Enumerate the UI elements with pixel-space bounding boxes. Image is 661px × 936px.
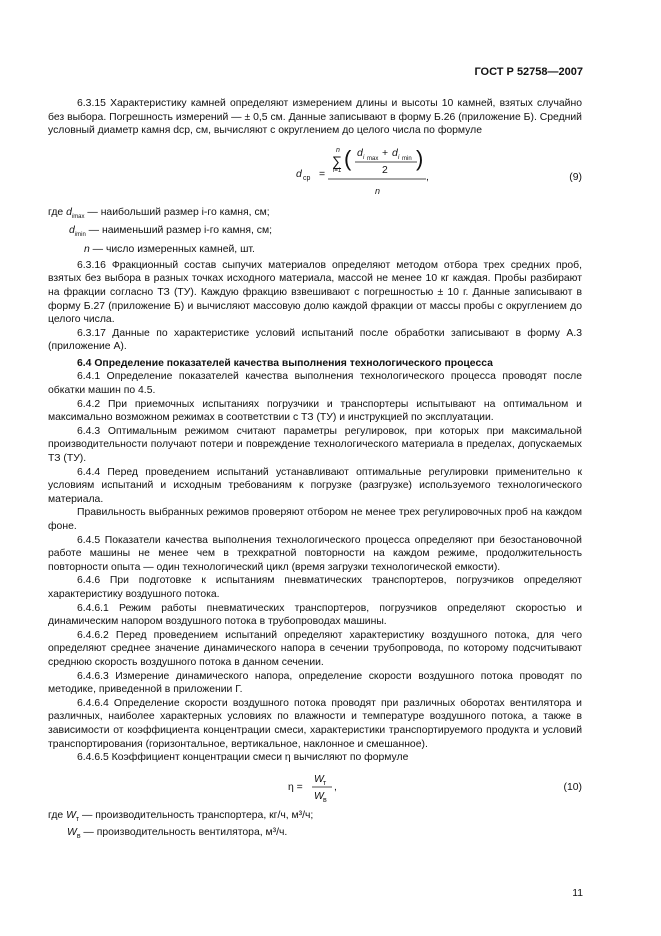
- paragraph-6-4-6-5: 6.4.6.5 Коэффициент концентрации смеси η вычисляют по формуле: [77, 752, 409, 764]
- definition-wt: [48, 809, 582, 827]
- paragraph-6-4-2: 6.4.2 При приемочных испытаниях погрузчики и транспортеры испытывают на оптимальном и максимально возможном режимах в соответствии с ТЗ (ТУ) и инструкцией по эксплуатации.: [48, 398, 582, 424]
- paragraph-6-4-6-2: 6.4.6.2 Перед проведением испытаний определяют характеристику воздушного потока, для чего определяют среднее значение динамического напора в сечении трубопровода, по которому подсчитывают среднюю скорость воздушного потока в данном сечении.: [48, 629, 582, 668]
- definition-prefix: где: [48, 809, 67, 821]
- f9-eq: =: [319, 168, 326, 180]
- paragraph-6-4-5: 6.4.5 Показатели качества выполнения технологического процесса определяют при безостановочной работе машины не менее чем в трехкратной повторности на каждом режиме, продолжительность повторности опыта — один технологический цикл (время загрузки технологической емкости).: [48, 534, 582, 573]
- definition-symbol: W: [67, 827, 77, 839]
- f9-dmin-subsub: min: [402, 155, 412, 162]
- definition-text: — производительность вентилятора, м³/ч.: [80, 827, 288, 839]
- definition-prefix: где: [48, 206, 67, 218]
- f9-dmax: d: [357, 147, 363, 159]
- formula-10: [48, 769, 582, 805]
- f9-sum-bottom: i=1: [333, 167, 342, 174]
- f9-two: 2: [382, 164, 388, 176]
- f9-sum-sign: ∑: [332, 152, 342, 169]
- paragraph-6-4-6-3: 6.4.6.3 Измерение динамического напора, определение скорости воздушного потока проводят по методике, приведенной в приложении Г.: [48, 670, 582, 696]
- f9-dmax-sub: i: [363, 154, 365, 161]
- f9-dmax-subsub: max: [367, 155, 379, 162]
- f10-den: W: [314, 790, 324, 802]
- definition-text: — наибольший размер i-го камня, см;: [84, 206, 270, 218]
- paragraph-6-4-6-1: 6.4.6.1 Режим работы пневматических транспортеров, погрузчиков определяют скоростью и динамическим напором воздушного потока в трубопроводах машины.: [48, 602, 582, 628]
- standard-code: ГОСТ Р 52758—2007: [474, 66, 583, 78]
- formula-10-svg: [48, 769, 582, 805]
- definition-dmin: [48, 224, 582, 243]
- f9-lhs-sub: ср: [303, 174, 311, 182]
- f9-plus: +: [382, 147, 389, 159]
- f10-lhs: η =: [288, 781, 303, 793]
- formula-9-definitions: [48, 206, 582, 257]
- definition-n: [48, 243, 582, 257]
- paragraph-6-4-4: 6.4.4 Перед проведением испытаний устанавливают оптимальные регулировки применительно к условиям испытаний и исходным требованиям к погрузке (разгрузке) используемого технологического материала.: [48, 466, 582, 505]
- definition-text: — наименьший размер i-го камня, см;: [85, 225, 273, 237]
- definition-text: — производительность транспортера, кг/ч, м³/ч;: [79, 809, 314, 821]
- formula-10-definitions: [48, 809, 582, 844]
- definition-wv: [48, 826, 582, 844]
- paragraph-6-3-15: 6.3.15 Характеристику камней определяют измерением длины и высоты 10 камней, взятых случайно без выбора. Погрешность измерений — ± 0,5 см. Данные записывают в форму Б.26 (приложение Б). Средний условный диаметр камня dср, см, вычисляют с округлением до целого числа по формуле: [48, 98, 582, 137]
- section-heading-6-4: 6.4 Определение показателей качества выполнения технологического процесса: [77, 357, 493, 369]
- paragraph-6-3-16: 6.3.16 Фракционный состав сыпучих материалов определяют методом отбора трех средних проб, взятых без выбора в разных точках исходного материала, массой не менее 10 кг каждая. Пробы разбирают на фракции согласно ТЗ (ТУ). Каждую фракцию взвешивают с погрешностью ± 10 г. Данные записывают в форму Б.27 (приложение Б) и вычисляют массовую долю каждой фракции от массы пробы с округлением до целого числа.: [48, 259, 582, 326]
- f9-paren-right: ): [416, 145, 424, 171]
- f10-comma: ,: [334, 781, 337, 793]
- f9-sum-top: n: [336, 146, 340, 154]
- f9-denominator: n: [375, 185, 381, 196]
- paragraph-6-4-6-4: 6.4.6.4 Определение скорости воздушного потока проводят при различных оборотах вентилятора и различных, наиболее характерных условиях по влажности и температуре воздушного потока, а также в зависимости от коэффициента концентрации смеси, характеристики транспортируемого продукта и условий транспортирования (горизонтальное, вертикальное, наклонное и смешанное).: [48, 697, 582, 750]
- definition-dmax: [48, 206, 582, 225]
- f10-number: (10): [563, 781, 582, 793]
- paragraph-6-3-17: 6.3.17 Данные по характеристике условий испытаний после обработки записывают в форму А.3 (приложение А).: [48, 327, 582, 353]
- definition-symbol: d: [66, 206, 72, 218]
- page-number: 11: [572, 888, 583, 899]
- symbol-subsub: min: [76, 232, 86, 239]
- symbol-sub: в: [76, 833, 81, 841]
- formula-9: [48, 142, 582, 204]
- f9-paren-left: (: [344, 145, 352, 171]
- symbol-sub: i: [74, 232, 77, 239]
- f9-lhs: d: [296, 168, 302, 180]
- formula-9-svg: [48, 142, 582, 204]
- definition-symbol: n: [84, 244, 90, 256]
- symbol-sub: i: [71, 213, 74, 220]
- f9-dmin-sub: i: [398, 154, 400, 161]
- f10-num: W: [314, 773, 324, 785]
- paragraph-6-4-6: 6.4.6 При подготовке к испытаниям пневматических транспортеров, погрузчиков определяют характеристику воздушного потока.: [48, 575, 582, 600]
- f10-den-sub: в: [323, 796, 327, 804]
- f9-dmin: d: [392, 147, 398, 159]
- definition-symbol: d: [69, 225, 75, 237]
- definition-text: — число измеренных камней, шт.: [89, 244, 255, 256]
- page-body: [48, 97, 582, 846]
- f9-comma: ,: [426, 171, 429, 183]
- f9-number: (9): [569, 171, 582, 183]
- definition-symbol: W: [66, 809, 76, 821]
- f10-num-sub: т: [323, 779, 327, 787]
- symbol-sub: т: [75, 815, 80, 823]
- paragraph-6-4-4-cont: Правильность выбранных режимов проверяют отбором не менее трех регулировочных проб на каждом фоне.: [48, 507, 582, 532]
- paragraph-6-4-1: 6.4.1 Определение показателей качества выполнения технологического процесса проводят после обкатки машин по 4.5.: [48, 371, 582, 397]
- symbol-subsub: max: [73, 213, 85, 220]
- paragraph-6-4-3: 6.4.3 Оптимальным режимом считают параметры регулировок, при которых при максимальной производительности получают потери и повреждение технологического материала в пределах, допускаемых ТЗ (ТУ).: [48, 425, 582, 465]
